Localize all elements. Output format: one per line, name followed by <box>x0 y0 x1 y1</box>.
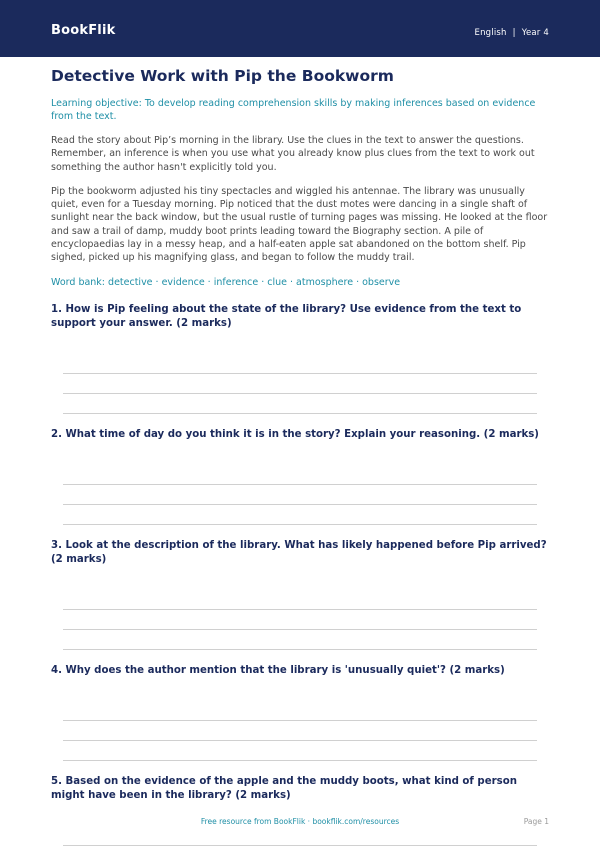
answer-line[interactable] <box>63 394 537 414</box>
page-header <box>0 0 600 57</box>
subject-year <box>475 28 549 38</box>
word-bank: Word bank: detective · evidence · inference · clue · atmosphere · observe <box>51 276 401 288</box>
question-text: 4. Why does the author mention that the library is 'unusually quiet'? (2 marks) <box>51 664 505 676</box>
answer-lines[interactable] <box>63 700 537 761</box>
question-5 <box>51 775 549 848</box>
answer-line[interactable] <box>63 464 537 485</box>
page-footer <box>0 817 600 829</box>
question-2 <box>51 428 549 525</box>
question-3 <box>51 539 549 650</box>
header-separator: | <box>512 28 516 38</box>
question-text: 5. Based on the evidence of the apple and the muddy boots, what kind of person might have been in the library? (2 marks) <box>51 775 517 801</box>
brand-logo[interactable]: BookFlik <box>51 23 116 38</box>
instructions-text: Read the story about Pip’s morning in the library. Use the clues in the text to answer the questions. Remember, an inference is when you use what you already know plus clues from the text to work out something the author hasn't explicitly told you. <box>51 135 535 173</box>
page-number: Page 1 <box>523 817 549 826</box>
subject-label: English <box>474 28 507 38</box>
answer-line[interactable] <box>63 721 537 741</box>
footer-source-link[interactable]: Free resource from BookFlik · bookflik.com/resources <box>200 817 400 826</box>
answer-line[interactable] <box>63 589 537 610</box>
answer-line[interactable] <box>63 610 537 630</box>
answer-line[interactable] <box>63 630 537 650</box>
answer-line[interactable] <box>63 741 537 761</box>
answer-line[interactable] <box>63 374 537 394</box>
question-text: 3. Look at the description of the library. What has likely happened before Pip arrived? (2 marks) <box>51 539 547 565</box>
answer-line[interactable] <box>63 485 537 505</box>
question-4 <box>51 664 549 761</box>
question-1 <box>51 303 549 414</box>
question-text: 1. How is Pip feeling about the state of the library? Use evidence from the text to support your answer. (2 marks) <box>51 303 522 329</box>
year-label: Year 4 <box>521 28 549 38</box>
answer-lines[interactable] <box>63 464 537 525</box>
answer-line[interactable] <box>63 700 537 721</box>
answer-lines[interactable] <box>63 589 537 650</box>
worksheet-title: Detective Work with Pip the Bookworm <box>51 67 394 85</box>
question-text: 2. What time of day do you think it is in the story? Explain your reasoning. (2 marks) <box>51 428 539 440</box>
story-text: Pip the bookworm adjusted his tiny spectacles and wiggled his antennae. The library was unusually quiet, even for a Tuesday morning. Pip noticed that the dust motes were dancing in a single shaft of sunlight near the back window, but the usual rustle of turning pages was missing. He looked at the floor and saw a trail of damp, muddy boot prints leading toward the Biography section. A pile of encyclopaedias lay in a messy heap, and a half-eaten apple sat abandoned on the bottom shelf. Pip sighed, picked up his magnifying glass, and began to follow the muddy trail. <box>51 185 548 264</box>
questions-section <box>51 303 549 848</box>
answer-line[interactable] <box>63 353 537 374</box>
learning-objective: Learning objective: To develop reading comprehension skills by making inferences based on evidence from the text. <box>51 98 536 122</box>
answer-lines[interactable] <box>63 353 537 414</box>
worksheet-content <box>51 66 549 848</box>
answer-line[interactable] <box>63 505 537 525</box>
